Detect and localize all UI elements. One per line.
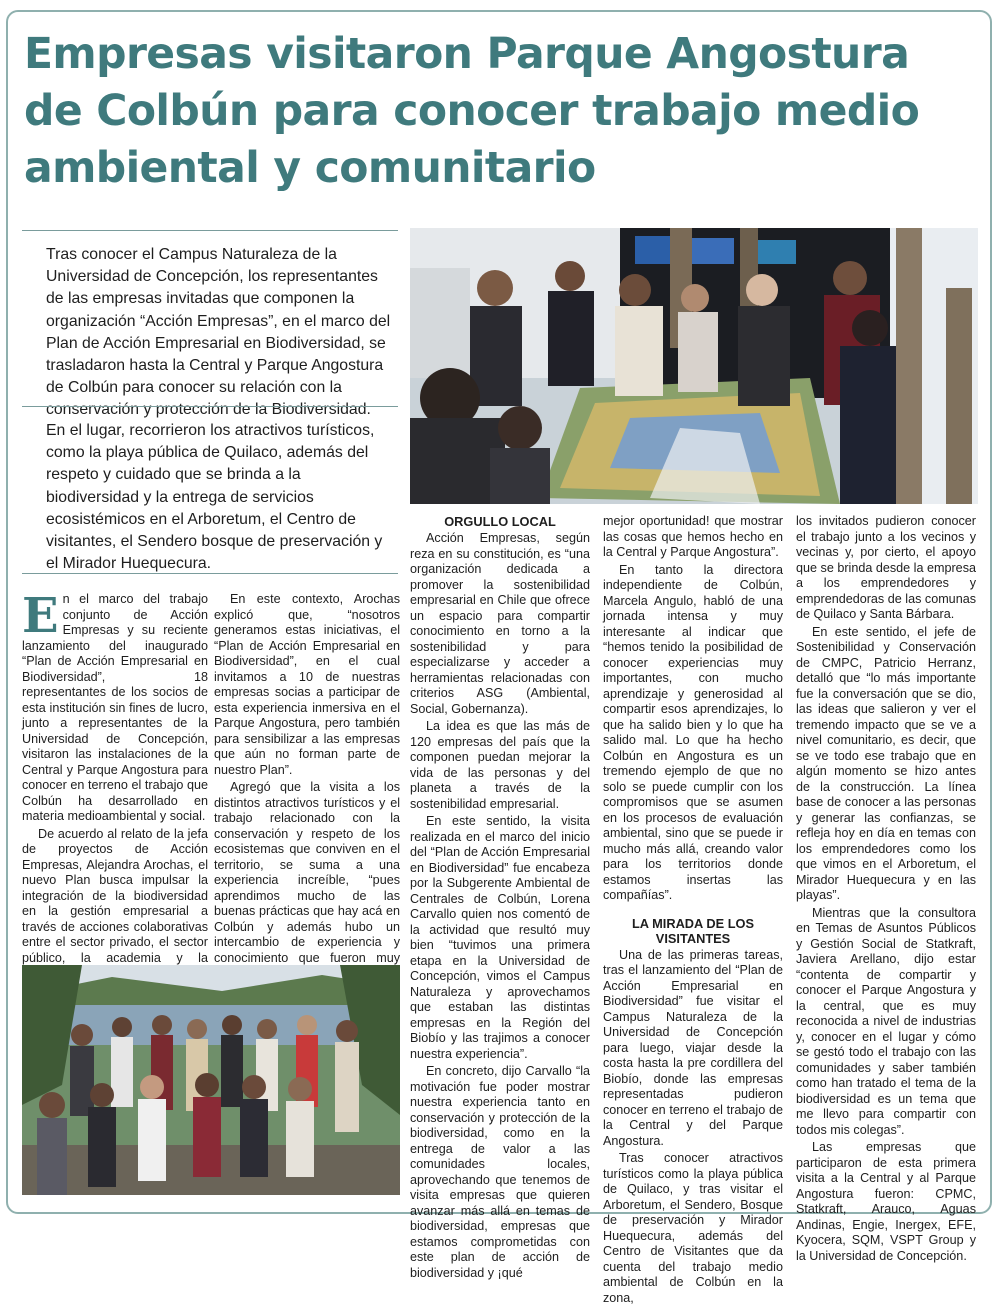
section-subhead: ORGULLO LOCAL bbox=[444, 514, 556, 529]
paragraph: mejor oportunidad! que mostrar las cosas que hemos hecho en la Central y Parque Angostura”. bbox=[603, 514, 783, 559]
paragraph: Tras conocer atractivos turísticos como la playa pública de Quilaco, y tras visitar el Arboretum, el Sendero, Bosque de preservación y Mirador Huequecura, además del Centro de Visitantes que da cuenta del trabajo medio ambiental de Colbún en la zona, bbox=[603, 1151, 783, 1305]
paragraph: De acuerdo al relato de la jefa de proyectos de Acción Empresas, Alejandra Arochas, el nuevo Plan busca impulsar la integración de la biodiversidad en la gestión empresarial a través de acciones colaborativas entre el sector privado, el sector público, la academia y la bbox=[22, 826, 208, 965]
paragraph: Agregó que la visita a los distintos atractivos turísticos y el trabajo relacionado con la conservación y respeto de los ecosistemas que conviven en el territorio, se suma a una experiencia increíble, “pues aprendimos mucho de las buenas prácticas que hay acá en Colbún y además hubo un intercambio de experiencia y conocimiento que fueron muy bbox=[214, 780, 400, 965]
drop-cap: E bbox=[22, 588, 59, 644]
divider bbox=[22, 406, 398, 407]
divider bbox=[22, 573, 398, 574]
paragraph bbox=[22, 588, 208, 825]
divider bbox=[22, 230, 398, 231]
headline: Empresas visitaron Parque Angostura de Colbún para conocer trabajo medio ambiental y comunitario bbox=[24, 30, 920, 193]
paragraph: Mientras que la consultora en Temas de Asuntos Públicos y Gestión Social de Statkraft, Javiera Arellano, dijo estar “contenta de compartir y conocer el Parque Angostura y la central, que es muy reconocida a nivel de industrias y, conocer en el lugar y cómo se gestó todo el trabajo con las comunidades y saber también como han tratado el tema de la biodiversidad es un tema que me llevo para compartir con todos mis colegas”. bbox=[796, 905, 976, 1137]
newspaper-page bbox=[6, 10, 992, 1305]
paragraph: En concreto, dijo Carvallo “la motivación fue poder mostrar nuestra experiencia tanto en conservación y protección de la biodiversidad, como en la entrega de valor a las comunidades locales, aprovechando que tenemos de visita empresas que quieren avanzar más allá en temas de biodiversidad, empresas que estamos comprometidas con este plan de acción de biodiversidad y ¡qué bbox=[410, 1064, 590, 1280]
paragraph: En tanto la directora independiente de Colbún, Marcela Angulo, habló de una jornada intensa y muy interesante al indicar que “hemos tenido la posibilidad de conocer experiencias muy importantes, con mucho aprendizaje y generosidad al compartir esos aprendizajes, lo que ha salido bien y lo que ha salido mal. Lo que ha hecho Colbún en Angostura es un tremendo ejemplo de que no solo se puede cumplir con los compromisos que se asumen en los procesos de evaluación ambiental, sino que se puede ir mucho más allá, creando valor para los territorios donde estamos insertas las compañías”. bbox=[603, 562, 783, 902]
article-column-3 bbox=[410, 514, 590, 1281]
paragraph: La idea es que las más de 120 empresas del país que la componen puedan mejorar la vida de las personas y del planeta a través de la sostenibilidad empresarial. bbox=[410, 719, 590, 811]
paragraph-text: n el marco del trabajo conjunto de Acción Empresas y su reciente lanzamiento del inaugurado “Plan de Acción Empresarial en Biodiversidad”, 18 representantes de los socios de esta institución sin fines de lucro, junto a representantes de la Universidad de Concepción, visitaron las instalaciones de la Central y Parque Angostura para conocer en terreno el trabajo que Colbún ha desarrollado en materia medioambiental y social. bbox=[22, 592, 208, 823]
lead-block bbox=[22, 230, 398, 575]
photo-group-lake bbox=[22, 965, 400, 1195]
paragraph: Acción Empresas, según reza en su constitución, es “una organización dedicada a promover la sostenibilidad empresarial en Chile que ofrece un espacio para compartir conocimiento en torno a la sostenibilidad y para especializarse y acceder a herramientas relacionadas con criterios ASG (Ambiental, Social, Gobernanza). bbox=[410, 531, 590, 716]
photo-visitors-model bbox=[410, 228, 978, 504]
article-column-2 bbox=[214, 592, 400, 982]
lead-paragraph-1: Tras conocer el Campus Naturaleza de la Universidad de Concepción, los representantes de las empresas invitadas que componen la organización “Acción Empresas”, en el marco del Plan de Acción Empresarial en Biodiversidad, se trasladaron hasta la Central y Parque Angostura de Colbún para conocer su relación con la conservación y protección de la Biodiversidad. bbox=[46, 246, 391, 419]
paragraph: En este contexto, Arochas explicó que, “nosotros generamos estas iniciativas, el “Plan de Acción Empresarial en Biodiversidad”, en el cual invitamos a 10 de nuestras empresas socias a participar de esta experiencia inmersiva en el Parque Angostura, pero también para sensibilizar a las empresas que aún no forman parte de nuestro Plan”. bbox=[214, 592, 400, 777]
article-column-1 bbox=[22, 588, 208, 982]
paragraph: En este sentido, la visita realizada en el marco del inicio del “Plan de Acción Empresarial en Biodiversidad” fue encabeza por la Subgerente Ambiental de Centrales de Colbún, Lorena Carvallo quien nos comentó de la actividad que resultó muy bien “tuvimos una primera etapa en la Universidad de Concepción, vimos el Campus Naturaleza y aprovechamos que estaban las distintas empresas en la Región del Biobío y las trajimos a conocer nuestra experiencia”. bbox=[410, 814, 590, 1061]
paragraph: los invitados pudieron conocer el trabajo junto a los vecinos y vecinas y, por cierto, el apoyo que se brinda desde la empresa a los emprendedores y emprendedoras de las comunas de Quilaco y Santa Bárbara. bbox=[796, 514, 976, 621]
article-column-4 bbox=[603, 514, 783, 1306]
lead-paragraph-2: En el lugar, recorrieron los atractivos turísticos, como la playa pública de Quilaco, además del respeto y cuidado que se brinda a la biodiversidad y la entrega de servicios ecosistémicos en el Arboretum, el Centro de visitantes, el Sendero bosque de preservación y el Mirador Huequecura. bbox=[46, 422, 383, 573]
article-column-5 bbox=[796, 514, 976, 1264]
paragraph: En este sentido, el jefe de Sostenibilidad y Conservación de CMPC, Patricio Herranz, detalló que “lo más importante fue la conversación que se dio, las ideas que salieron y ver el tremendo impacto que se ve a nivel comunitario, es decir, que se ve todo ese trabajo que en algún momento se hizo antes de la construcción. La línea base de conocer a las personas y generar las confianzas, se refleja hoy en día en temas con los emprendedores como los que vimos en el Arboretum, el Mirador Huequecura y en las playas”. bbox=[796, 624, 976, 902]
paragraph: Una de las primeras tareas, tras el lanzamiento del “Plan de Acción Empresarial en Biodiversidad” fue visitar el Campus Naturaleza de la Universidad de Concepción para luego, viajar desde la costa hasta la pre cordillera del Biobío, donde las empresas representadas pudieron conocer en terreno el trabajo de la Central y del Parque Angostura. bbox=[603, 947, 783, 1148]
paragraph: Las empresas que participaron de esta primera visita a la Central y al Parque Angostura fueron: CPMC, Statkraft, Arauco, Aguas Andinas, Engie, Inergex, EFE, Kyocera, SQM, VSPT Group y la Universidad de Concepción. bbox=[796, 1140, 976, 1263]
section-subhead: LA MIRADA DE LOS VISITANTES bbox=[631, 915, 755, 946]
